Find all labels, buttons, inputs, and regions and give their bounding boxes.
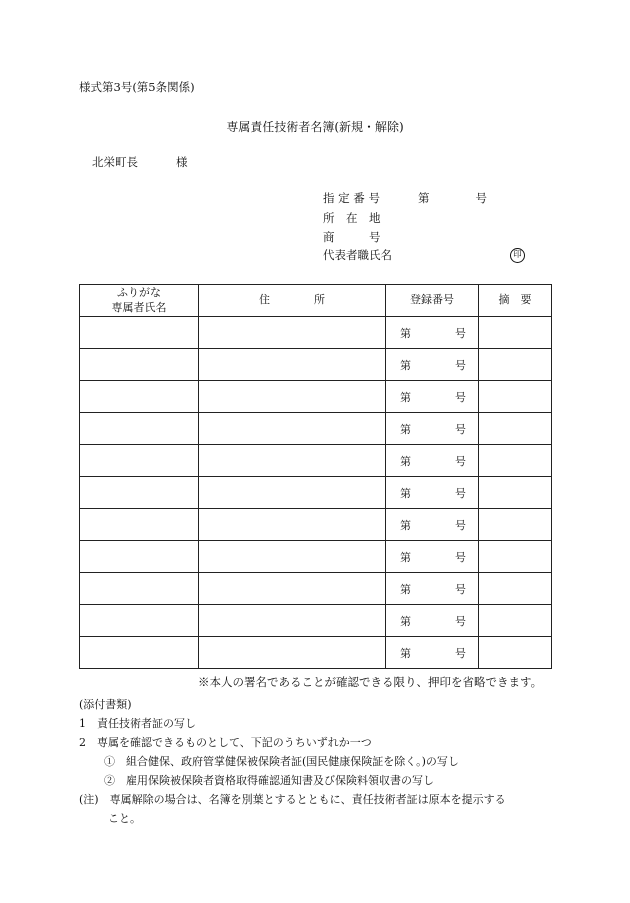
cell-name[interactable] bbox=[80, 317, 199, 349]
cell-name[interactable] bbox=[80, 541, 199, 573]
cell-remarks[interactable] bbox=[479, 349, 552, 381]
table-row bbox=[80, 637, 552, 669]
attachment-subitem-2: ② 雇用保険被保険者資格取得確認通知書及び保険料領収書の写し bbox=[104, 774, 434, 787]
reg-suffix: 号 bbox=[455, 614, 466, 628]
cell-address[interactable] bbox=[199, 637, 386, 669]
cell-address[interactable] bbox=[199, 349, 386, 381]
cell-remarks[interactable] bbox=[479, 317, 552, 349]
reg-suffix: 号 bbox=[455, 486, 466, 500]
header-name bbox=[80, 285, 199, 317]
reg-suffix: 号 bbox=[455, 454, 466, 468]
reg-suffix: 号 bbox=[455, 550, 466, 564]
reg-number-text bbox=[386, 613, 478, 629]
header-remarks: 摘 要 bbox=[479, 285, 552, 317]
cell-remarks[interactable] bbox=[479, 637, 552, 669]
cell-remarks[interactable] bbox=[479, 573, 552, 605]
document-title: 専属責任技術者名簿(新規・解除) bbox=[226, 120, 404, 134]
table-row bbox=[80, 573, 552, 605]
cell-address[interactable] bbox=[199, 381, 386, 413]
cell-address[interactable] bbox=[199, 573, 386, 605]
reg-number-text bbox=[386, 645, 478, 661]
address-row bbox=[323, 213, 381, 225]
cell-reg-number[interactable] bbox=[386, 381, 479, 413]
reg-number-text bbox=[386, 581, 478, 597]
table-row bbox=[80, 349, 552, 381]
addressee bbox=[92, 157, 188, 169]
reg-number-text bbox=[386, 389, 478, 405]
cell-address[interactable] bbox=[199, 605, 386, 637]
cell-remarks[interactable] bbox=[479, 541, 552, 573]
reg-prefix: 第 bbox=[400, 390, 411, 404]
cell-reg-number[interactable] bbox=[386, 541, 479, 573]
addressee-honorific: 様 bbox=[176, 155, 188, 169]
reg-prefix: 第 bbox=[400, 582, 411, 596]
cell-remarks[interactable] bbox=[479, 477, 552, 509]
release-note-line-2: こと。 bbox=[108, 812, 141, 825]
cell-remarks[interactable] bbox=[479, 445, 552, 477]
reg-suffix: 号 bbox=[455, 422, 466, 436]
reg-prefix: 第 bbox=[400, 486, 411, 500]
table-row bbox=[80, 317, 552, 349]
cell-name[interactable] bbox=[80, 477, 199, 509]
header-reg-number: 登録番号 bbox=[386, 285, 479, 317]
cell-remarks[interactable] bbox=[479, 413, 552, 445]
cell-reg-number[interactable] bbox=[386, 317, 479, 349]
designation-prefix: 第 bbox=[418, 191, 430, 205]
reg-number-text bbox=[386, 549, 478, 565]
cell-reg-number[interactable] bbox=[386, 445, 479, 477]
reg-number-text bbox=[386, 517, 478, 533]
reg-number-text bbox=[386, 453, 478, 469]
cell-remarks[interactable] bbox=[479, 381, 552, 413]
cell-reg-number[interactable] bbox=[386, 349, 479, 381]
reg-prefix: 第 bbox=[400, 326, 411, 340]
table-header-row bbox=[80, 285, 552, 317]
table-row bbox=[80, 477, 552, 509]
representative-label: 代表者職氏名 bbox=[323, 248, 392, 262]
cell-remarks[interactable] bbox=[479, 605, 552, 637]
cell-address[interactable] bbox=[199, 477, 386, 509]
cell-reg-number[interactable] bbox=[386, 573, 479, 605]
cell-reg-number[interactable] bbox=[386, 413, 479, 445]
cell-name[interactable] bbox=[80, 381, 199, 413]
trade-name-label: 商 号 bbox=[323, 230, 381, 244]
table-row bbox=[80, 381, 552, 413]
cell-name[interactable] bbox=[80, 509, 199, 541]
cell-remarks[interactable] bbox=[479, 509, 552, 541]
reg-prefix: 第 bbox=[400, 646, 411, 660]
reg-number-text bbox=[386, 421, 478, 437]
reg-suffix: 号 bbox=[455, 358, 466, 372]
reg-prefix: 第 bbox=[400, 614, 411, 628]
signature-note: ※本人の署名であることが確認できる限り、押印を省略できます。 bbox=[198, 675, 543, 689]
header-name-kana: ふりがな bbox=[117, 286, 161, 300]
table-row bbox=[80, 605, 552, 637]
reg-suffix: 号 bbox=[455, 326, 466, 340]
release-note-line-1: (注) 専属解除の場合は、名簿を別葉とするとともに、責任技術者証は原本を提示する bbox=[79, 793, 506, 806]
reg-suffix: 号 bbox=[455, 646, 466, 660]
attachment-subitem-1: ① 組合健保、政府管掌健保被保険者証(国民健康保険証を除く。)の写し bbox=[104, 755, 459, 768]
attachment-item-2: 2 専属を確認できるものとして、下記のうちいずれか一つ bbox=[79, 736, 372, 749]
cell-address[interactable] bbox=[199, 413, 386, 445]
table-row bbox=[80, 445, 552, 477]
reg-prefix: 第 bbox=[400, 454, 411, 468]
seal-mark: 印 bbox=[510, 248, 525, 263]
cell-reg-number[interactable] bbox=[386, 605, 479, 637]
cell-name[interactable] bbox=[80, 605, 199, 637]
cell-name[interactable] bbox=[80, 349, 199, 381]
cell-name[interactable] bbox=[80, 637, 199, 669]
reg-number-text bbox=[386, 357, 478, 373]
designation-number-label: 指 定 番 号 bbox=[323, 191, 380, 205]
representative-row bbox=[323, 250, 392, 262]
table-row bbox=[80, 541, 552, 573]
cell-reg-number[interactable] bbox=[386, 637, 479, 669]
reg-prefix: 第 bbox=[400, 358, 411, 372]
trade-name-row bbox=[323, 232, 381, 244]
attachments-heading: (添付書類) bbox=[79, 698, 132, 711]
cell-address[interactable] bbox=[199, 317, 386, 349]
attachment-item-1: 1 責任技術者証の写し bbox=[79, 717, 196, 730]
cell-reg-number[interactable] bbox=[386, 509, 479, 541]
reg-suffix: 号 bbox=[455, 518, 466, 532]
address-label: 所 在 地 bbox=[323, 211, 381, 225]
form-label: 様式第3号(第5条関係) bbox=[79, 80, 195, 94]
reg-prefix: 第 bbox=[400, 550, 411, 564]
reg-prefix: 第 bbox=[400, 518, 411, 532]
reg-suffix: 号 bbox=[455, 582, 466, 596]
table-row bbox=[80, 509, 552, 541]
table-row bbox=[80, 413, 552, 445]
header-address: 住 所 bbox=[199, 285, 386, 317]
reg-number-text bbox=[386, 485, 478, 501]
cell-name[interactable] bbox=[80, 445, 199, 477]
reg-suffix: 号 bbox=[455, 390, 466, 404]
addressee-name: 北栄町長 bbox=[92, 155, 138, 169]
cell-name[interactable] bbox=[80, 573, 199, 605]
cell-name[interactable] bbox=[80, 413, 199, 445]
cell-address[interactable] bbox=[199, 541, 386, 573]
cell-address[interactable] bbox=[199, 509, 386, 541]
reg-prefix: 第 bbox=[400, 422, 411, 436]
designation-suffix: 号 bbox=[475, 191, 487, 205]
engineer-register-table bbox=[79, 284, 552, 669]
table-body bbox=[80, 317, 552, 669]
header-name-main: 専属者氏名 bbox=[111, 300, 167, 314]
cell-address[interactable] bbox=[199, 445, 386, 477]
designation-number-row bbox=[323, 193, 487, 205]
reg-number-text bbox=[386, 325, 478, 341]
cell-reg-number[interactable] bbox=[386, 477, 479, 509]
